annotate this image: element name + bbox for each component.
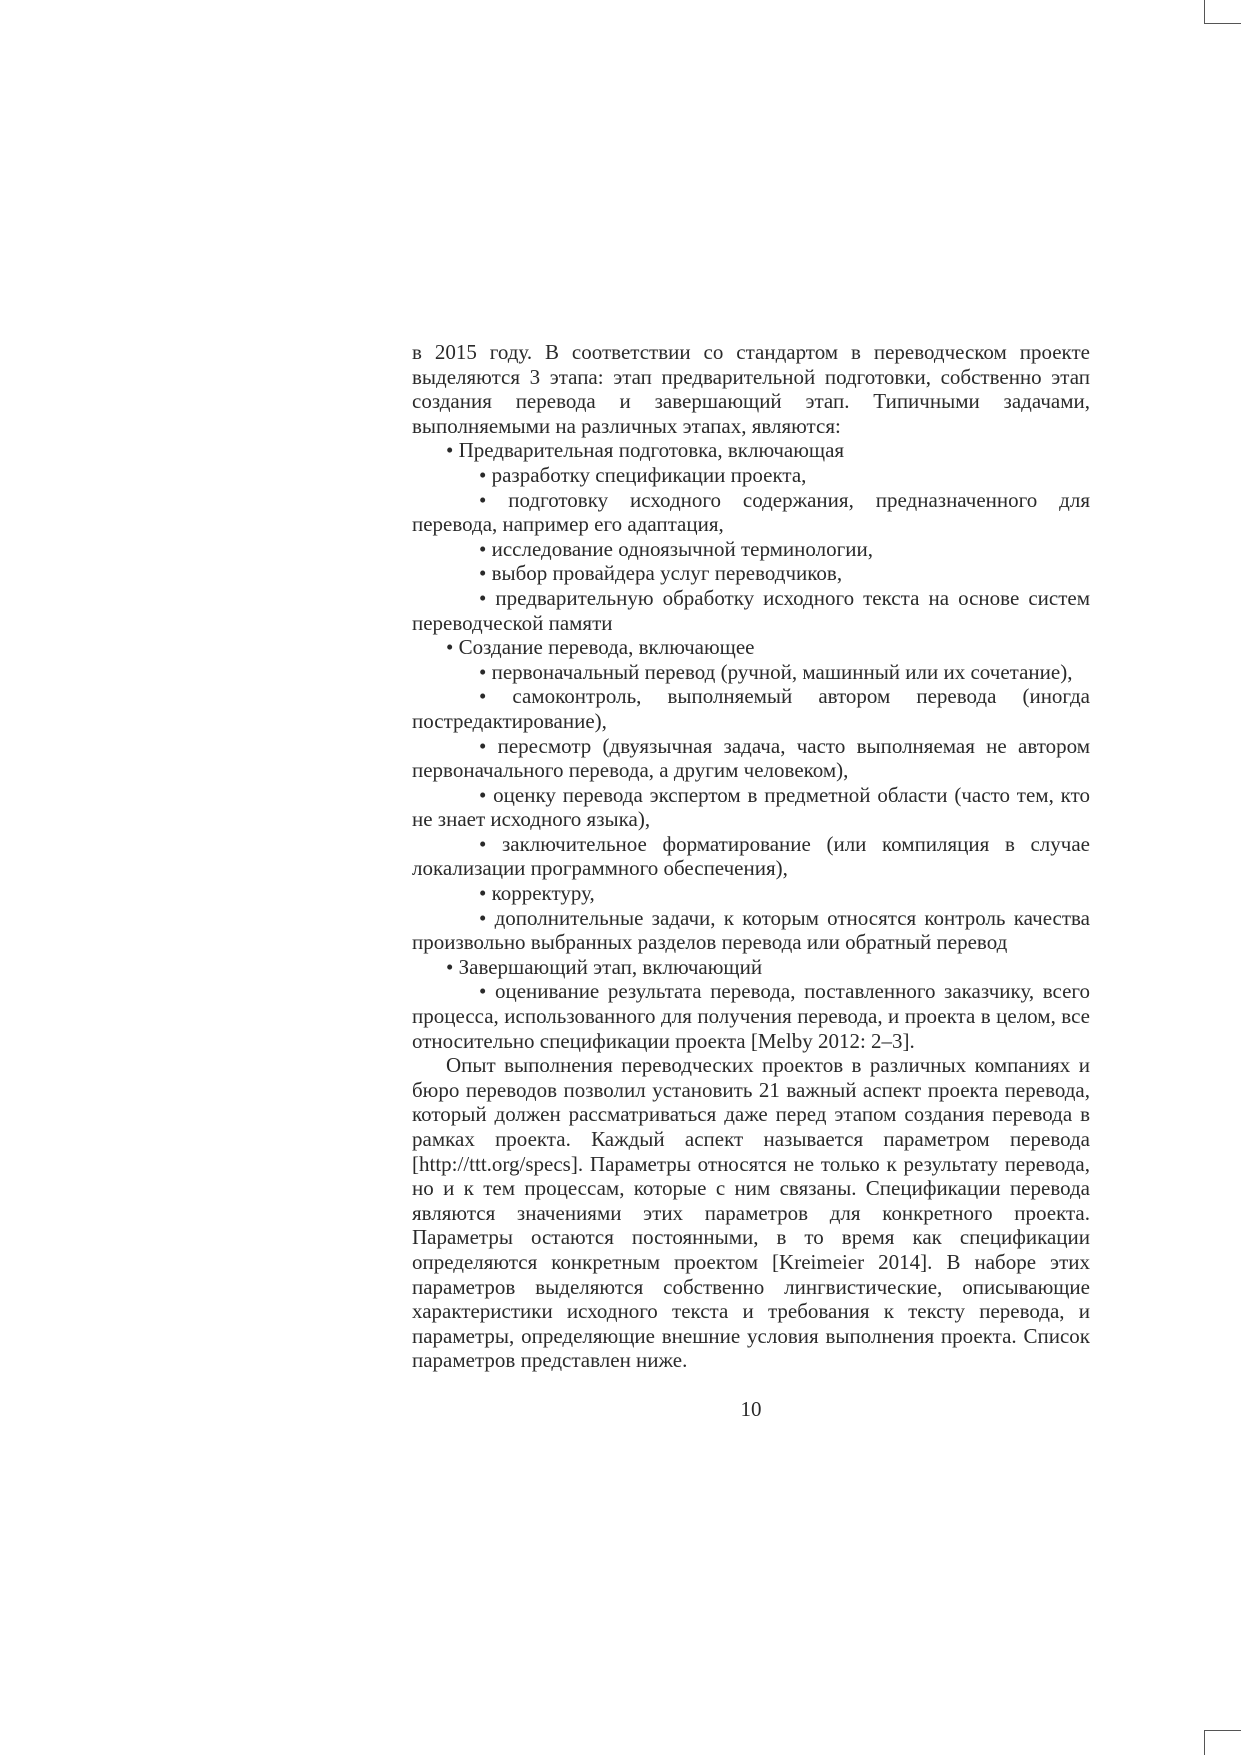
task-item: • первоначальный перевод (ручной, машинный или их сочетание), (479, 659, 1073, 684)
task-item: • выбор провайдера услуг переводчиков, (479, 561, 843, 586)
task-item: • самоконтроль, выполняемый автором перевода (иногда постредактирование), (412, 684, 1090, 733)
stage-heading-preparation: • Предварительная подготовка, включающая (446, 438, 845, 463)
crop-mark-top-vertical (1204, 0, 1205, 24)
crop-mark-bottom-horizontal (1204, 1730, 1241, 1731)
page-number: 10 (740, 1397, 762, 1421)
task-item: • пересмотр (двуязычная задача, часто выполняемая не автором первоначального перевода, а другим человеком), (412, 733, 1090, 783)
conclusion-paragraph: Опыт выполнения переводческих проектов в различных компаниях и бюро переводов позволил установить 21 важный аспект проекта перевода, который должен рассматриваться даже перед этапом создания перевода в рамках проекта. Каждый аспект называется параметром перевода [http://ttt.org/specs]. Параметры относятся не только к результату перевода, но и к тем процессам, которые с ним связаны. Спецификации перевода являются значениями этих параметров для конкретного проекта. Параметры остаются постоянными, в то время как спецификации определяются конкретным проектом [Kreimeier 2014]. В наборе этих параметров выделяются собственно лингвистические, описывающие характеристики исходного текста и требования к тексту перевода, и параметры, определяющие внешние условия выполнения проекта. Список параметров представлен ниже. (412, 1053, 1090, 1373)
intro-paragraph: в 2015 году. В соответствии со стандартом в переводческом проекте выделяются 3 этапа: этап предварительной подготовки, собственно этап создания перевода и завершающий этап. Типичными задачами, выполняемыми на различных этапах, являются: (412, 340, 1090, 438)
task-item: • подготовку исходного содержания, предназначенного для перевода, например его адаптация, (412, 487, 1090, 537)
task-item: • оценку перевода экспертом в предметной области (часто тем, кто не знает исходного языка), (412, 782, 1090, 832)
stage-heading-final: • Завершающий этап, включающий (446, 954, 763, 979)
stage-heading-translation: • Создание перевода, включающее (446, 635, 755, 660)
task-item: • разработку спецификации проекта, (479, 462, 807, 487)
task-item: • оценивание результата перевода, поставленного заказчику, всего процесса, использованного для получения перевода, и проекта в целом, все относительно спецификации проекта [Melby 2012: 2–3]. (412, 979, 1090, 1053)
main-text-block (412, 340, 1090, 1373)
task-item: • исследование одноязычной терминологии, (479, 536, 873, 561)
task-item: • корректуру, (479, 881, 595, 906)
task-item: • предварительную обработку исходного текста на основе систем переводческой памяти (412, 585, 1090, 635)
task-item: • заключительное форматирование (или компиляция в случае локализации программного обеспечения), (412, 831, 1090, 881)
crop-mark-bottom-vertical (1204, 1730, 1205, 1755)
task-item: • дополнительные задачи, к которым относятся контроль качества произвольно выбранных разделов перевода или обратный перевод (412, 905, 1090, 955)
crop-mark-top-horizontal (1204, 23, 1241, 24)
